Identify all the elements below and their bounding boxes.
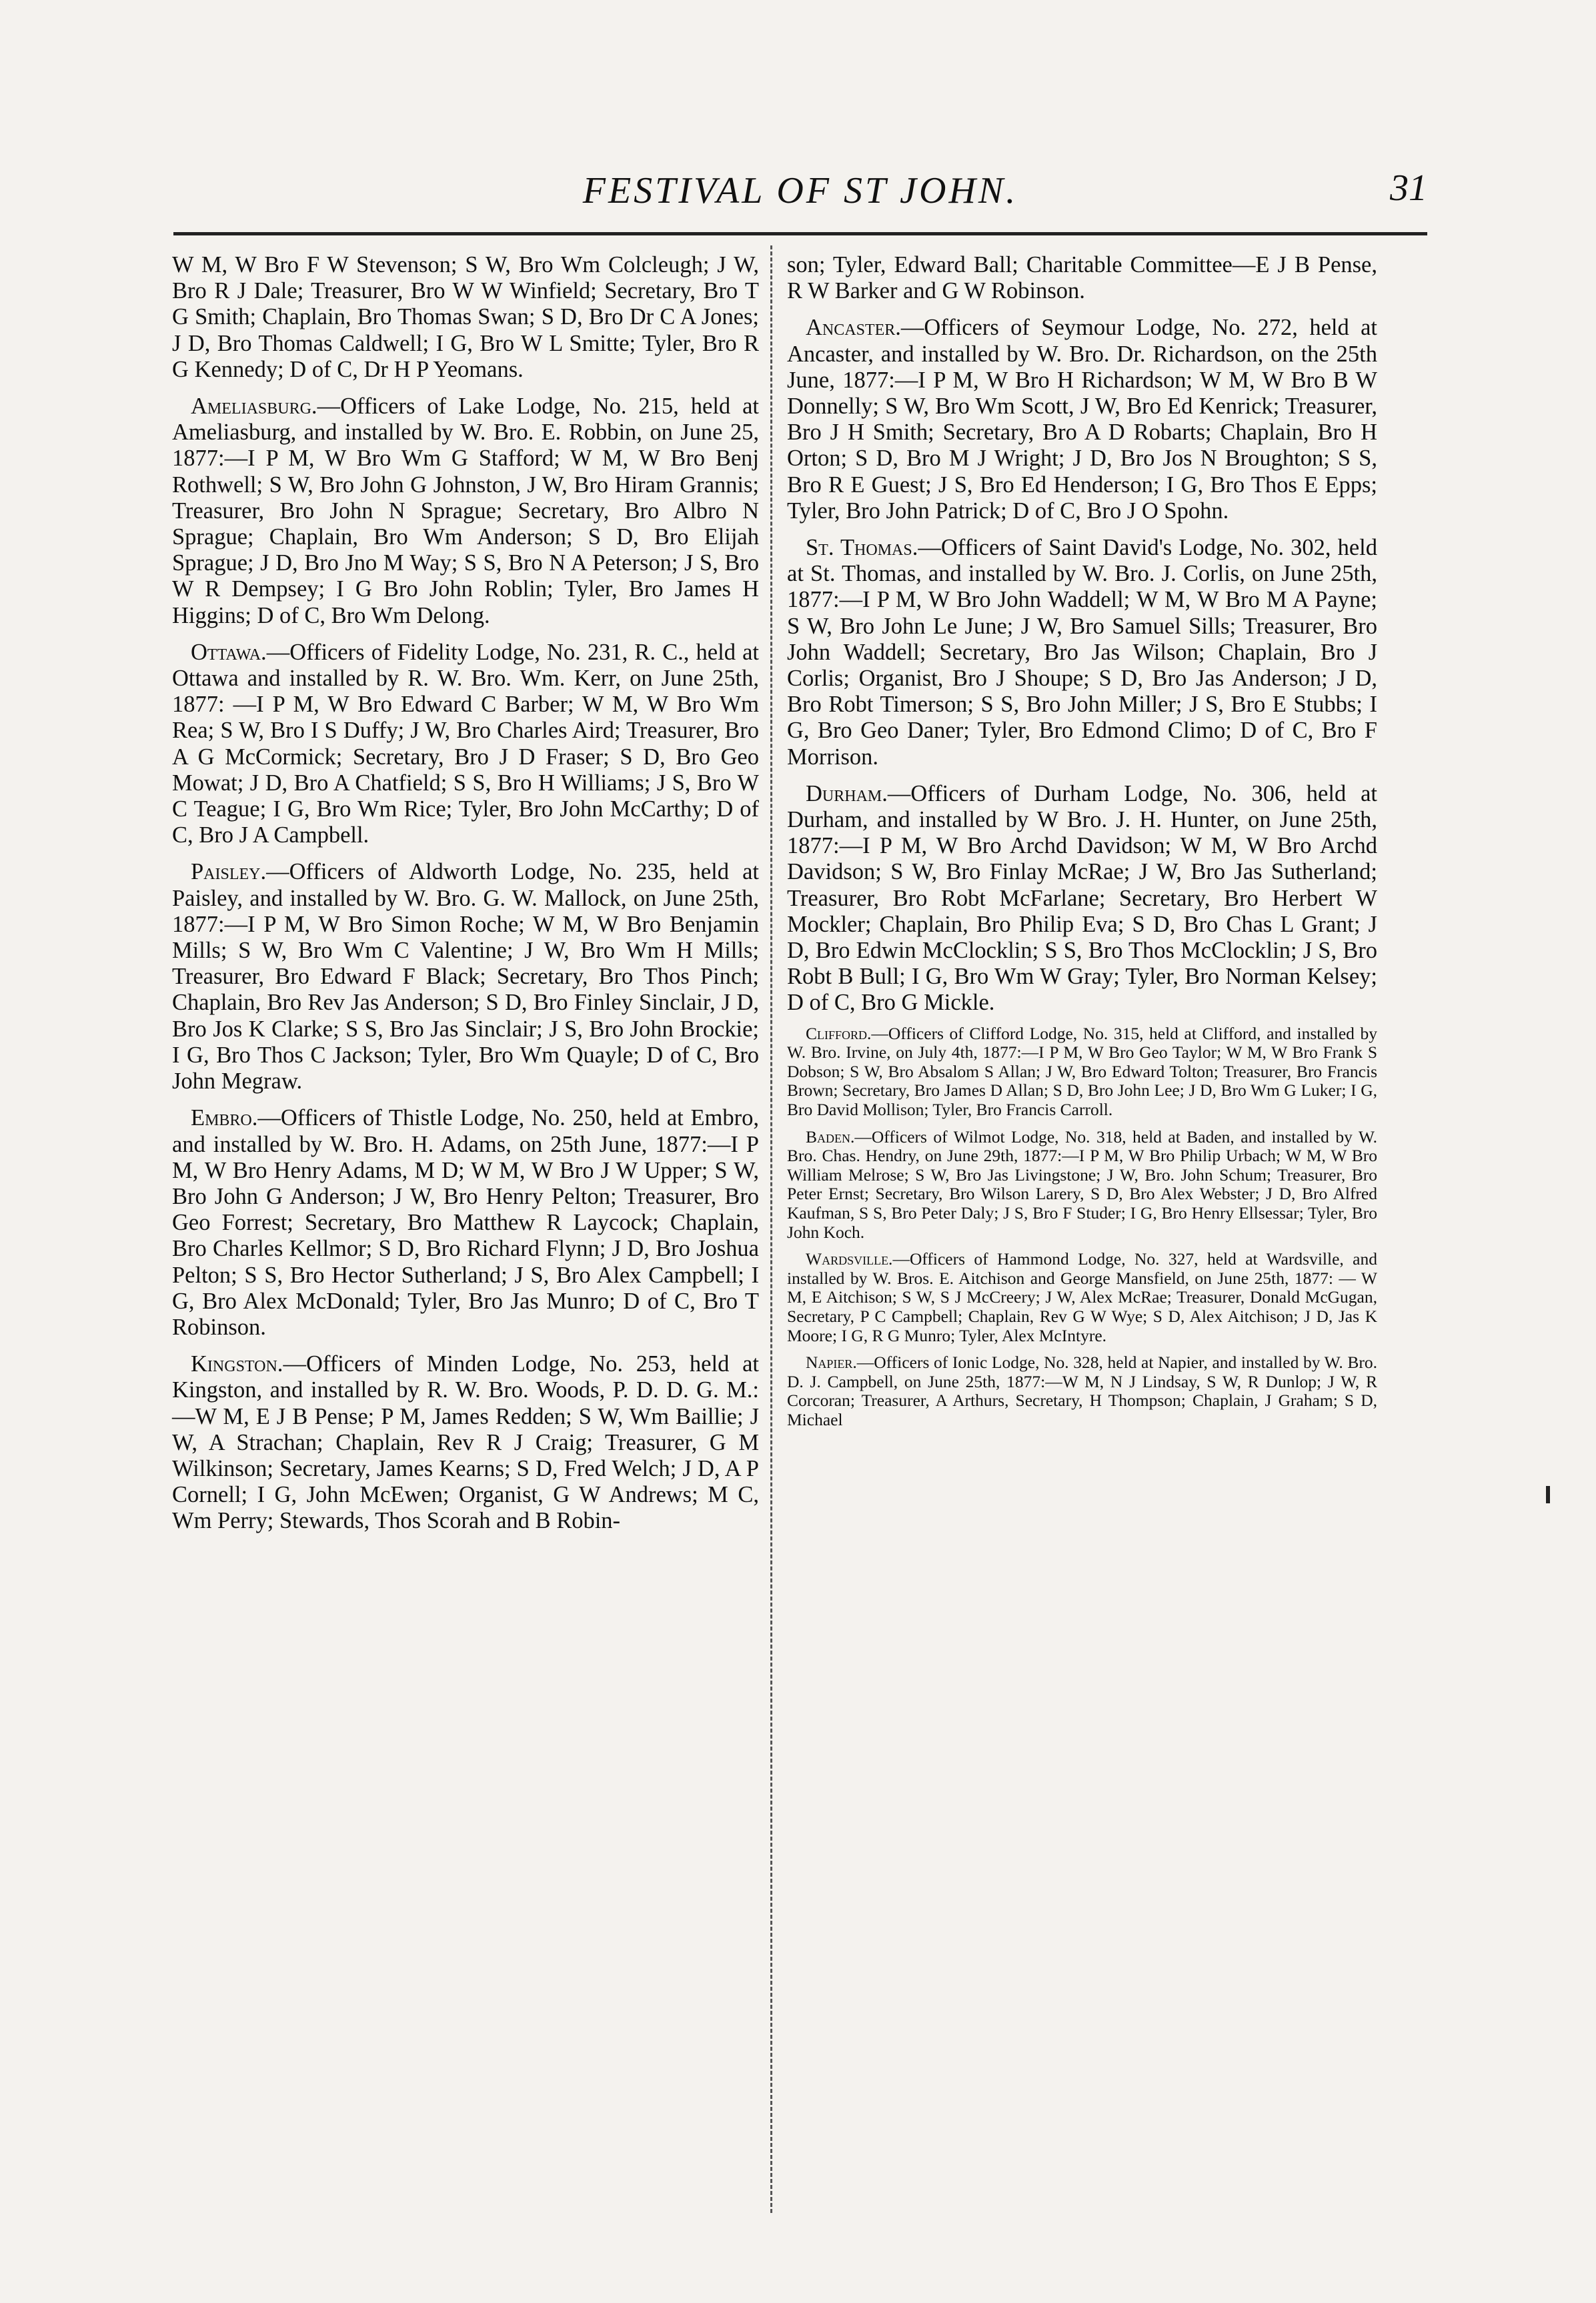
lodge-entry: [172, 252, 759, 383]
entry-text: —Officers of Thistle Lodge, No. 250, held at Embro, and installed by W. Bro. H. Adams, on 25th June, 1877:—I P M, W Bro Henry Adams, M D; W M, W Bro J W Upper; S W, Bro John G Anderson; J W, Bro Henry Pelton; Treasurer, Bro Geo Forrest; Secretary, Bro Matthew R Laycock; Chaplain, Bro Charles Kellmor; S D, Bro Richard Flynn; J D, Bro Joshua Pelton; S S, Bro Hector Sutherland; J S, Bro Alex Campbell; I G, Bro Alex McDonald; Tyler, Bro Jas Munro; D of C, Bro T Robinson.: [172, 1105, 759, 1340]
header-rule: [173, 232, 1427, 235]
lodge-entry: [787, 252, 1377, 304]
lodge-entry-small: [787, 1128, 1377, 1243]
entry-text: —Officers of Lake Lodge, No. 215, held at Ameliasburg, and installed by W. Bro. E. Robbin, on June 25, 1877:—I P M, W Bro Wm G Stafford; W M, W Bro Benj Rothwell; S W, Bro John G Johnston, J W, Bro Hiram Grannis; Treasurer, Bro John N Sprague; Secretary, Bro Albro N Sprague; Chaplain, Bro Wm Anderson; S D, Bro Elijah Sprague; J D, Bro Jno M Way; S S, Bro N A Peterson; J S, Bro W R Dempsey; I G Bro John Roblin; Tyler, Bro James H Higgins; D of C, Bro Wm Delong.: [172, 394, 759, 628]
entry-place: Napier.: [806, 1353, 857, 1373]
entry-text: —Officers of Aldworth Lodge, No. 235, held at Paisley, and installed by W. Bro. G. W. Mallock, on June 25th, 1877:—I P M, W Bro Simon Roche; W M, W Bro Benjamin Mills; S W, Bro Wm C Valentine; J W, Bro Wm H Mills; Treasurer, Bro Edward F Black; Secretary, Bro Thos Pinch; Chaplain, Bro Rev Jas Anderson; S D, Bro Finley Sinclair, J D, Bro Jos K Clarke; S S, Bro Jas Sinclair; J S, Bro John Brockie; I G, Bro Thos C Jackson; Tyler, Bro Wm Quayle; D of C, Bro John Megraw.: [172, 859, 759, 1094]
lodge-entry: [172, 394, 759, 629]
entry-place: St. Thomas.: [806, 535, 918, 561]
margin-mark: [1546, 1486, 1550, 1503]
page-title: FESTIVAL OF ST JOHN.: [582, 170, 1018, 211]
entry-text: —Officers of Clifford Lodge, No. 315, held at Clifford, and installed by W. Bro. Irvine, on July 4th, 1877:—I P M, W Bro Geo Taylor; W M, W Bro Frank S Dobson; S W, Bro Absalom S Allan; J W, Bro Edward Tolton; Treasurer, Bro Francis Brown; Secretary, Bro James D Allan; S D, Bro John Lee; J D, Bro Wm G Luker; I G, Bro David Mollison; Tyler, Bro Francis Carroll.: [787, 1023, 1377, 1120]
entry-text: —Officers of Hammond Lodge, No. 327, held at Wardsville, and installed by W. Bros. E. Aitchison and George Mansfield, on June 25th, 1877: — W M, E Aitchison; S W, S J McCreery; J W, Alex McRae; Treasurer, Donald McGugan, Secretary, P C Campbell; Chaplain, Rev G W Wye; S D, Alex Aitchison; J D, Jas K Moore; I G, R G Munro; Tyler, Alex McIntyre.: [787, 1249, 1377, 1345]
lodge-entry: [787, 781, 1377, 1016]
entry-place: Clifford.: [806, 1023, 872, 1043]
left-column: [172, 252, 759, 1535]
lodge-entry: [787, 315, 1377, 524]
entry-text: —Officers of Wilmot Lodge, No. 318, held at Baden, and installed by W. Bro. Chas. Hendry, on June 29th, 1877:—I P M, W Bro Philip Urbach; W M, W Bro William Melrose; S W, Bro Jas Livingstone; J W, Bro. John Schum; Treasurer, Bro Peter Ernst; Secretary, Bro Wilson Larery, S D, Bro Alex Webster; J D, Bro Alfred Kaufman, S S, Bro Peter Daly; J S, Bro F Studer; I G, Bro Henry Ellsessar; Tyler, Bro John Koch.: [787, 1126, 1377, 1242]
lodge-entry: [172, 1351, 759, 1534]
lodge-entry: [172, 859, 759, 1094]
page-number: 31: [1390, 167, 1427, 209]
entry-text: —Officers of Saint David's Lodge, No. 302, held at St. Thomas, and installed by W. Bro. J. Corlis, on June 25th, 1877:—I P M, W Bro John Waddell; W M, W Bro M A Payne; S W, Bro John Le June; J W, Bro Samuel Sills; Treasurer, Bro John Waddell; Secretary, Bro Jas Wilson; Chaplain, Bro J Corlis; Organist, Bro J Shoupe; S D, Bro Jas Anderson; J D, Bro Robt Timerson; S S, Bro John Miller; J S, Bro E Stubbs; I G, Bro Geo Daner; Tyler, Bro Edmond Climo; D of C, Bro F Morrison.: [787, 535, 1377, 770]
entry-text: —Officers of Durham Lodge, No. 306, held at Durham, and installed by W Bro. J. H. Hunter, on June 25th, 1877:—I P M, W Bro Archd Davidson; W M, W Bro Archd Davidson; S W, Bro Finlay McRae; J W, Bro Jas Sutherland; Treasurer, Bro Robt McFarlane; Secretary, Bro Herbert W Mockler; Chaplain, Bro Philip Eva; S D, Bro Chas L Grant; J D, Bro Edwin McClocklin; S S, Bro Thos McClocklin; J S, Bro Robt B Bull; I G, Bro Wm W Gray; Tyler, Bro Norman Kelsey; D of C, Bro G Mickle.: [787, 780, 1377, 1016]
entry-place: Embro.: [191, 1105, 258, 1131]
right-column: [787, 252, 1377, 1430]
entry-text: —Officers of Minden Lodge, No. 253, held at Kingston, and installed by R. W. Bro. Woods, P. D. D. G. M.:—W M, E J B Pense; P M, James Redden; S W, Wm Baillie; J W, A Strachan; Chaplain, Rev R J Craig; Treasurer, G M Wilkinson; Secretary, James Kearns; S D, Fred Welch; J D, A P Cornell; I G, John McEwen; Organist, G W Andrews; M C, Wm Perry; Stewards, Thos Scorah and B Robin-: [172, 1351, 759, 1534]
entry-place: Ancaster.: [806, 315, 901, 341]
column-divider: [770, 245, 772, 2213]
entry-place: Ottawa.: [191, 639, 267, 665]
entry-text: —Officers of Ionic Lodge, No. 328, held at Napier, and installed by W. Bro. D. J. Campbell, on June 25th, 1877:—W M, N J Lindsay, S W, R Dunlop; J W, R Corcoran; Treasurer, A Arthurs, Secretary, H Thompson; Chaplain, J Graham; S D, Michael: [787, 1353, 1377, 1429]
lodge-entry-small: [787, 1024, 1377, 1120]
lodge-entry: [172, 640, 759, 849]
entry-place: Durham.: [806, 780, 888, 806]
entry-text: W M, W Bro F W Stevenson; S W, Bro Wm Colcleugh; J W, Bro R J Dale; Treasurer, Bro W W Winfield; Secretary, Bro T G Smith; Chaplain, Bro Thomas Swan; S D, Bro Dr C A Jones; J D, Bro Thomas Caldwell; I G, Bro W L Smitte; Tyler, Bro R G Kennedy; D of C, Dr H P Yeomans.: [172, 252, 759, 382]
entry-text: son; Tyler, Edward Ball; Charitable Committee—E J B Pense, R W Barker and G W Robinson.: [787, 252, 1377, 304]
entry-place: Kingston.: [191, 1351, 283, 1377]
page-header: [173, 167, 1427, 227]
entry-text: —Officers of Fidelity Lodge, No. 231, R. C., held at Ottawa and installed by R. W. Bro. Wm. Kerr, on June 25th, 1877: —I P M, W Bro Edward C Barber; W M, W Bro Wm Rea; S W, Bro I S Duffy; J W, Bro Charles Aird; Treasurer, Bro A G McCormick; Secretary, Bro J D Fraser; S D, Bro Geo Mowat; J D, Bro A Chatfield; S S, Bro H Williams; J S, Bro W C Teague; I G, Bro Wm Rice; Tyler, Bro John McCarthy; D of C, Bro J A Campbell.: [172, 639, 759, 848]
entry-place: Paisley.: [191, 859, 267, 885]
lodge-entry-small: [787, 1250, 1377, 1345]
lodge-entry: [172, 1105, 759, 1341]
entry-text: —Officers of Seymour Lodge, No. 272, held at Ancaster, and installed by W. Bro. Dr. Richardson, on the 25th June, 1877:—I P M, W Bro H Richardson; W M, W Bro B W Donnelly; S W, Bro Wm Scott, J W, Bro Ed Kenrick; Treasurer, Bro J H Smith; Secretary, Bro A D Robarts; Chaplain, Bro H Orton; S D, Bro M J Wright; J D, Bro Jos N Broughton; S S, Bro R E Guest; J S, Bro Ed Henderson; I G, Bro Thos E Epps; Tyler, Bro John Patrick; D of C, Bro J O Spohn.: [787, 315, 1377, 524]
entry-place: Ameliasburg.: [191, 394, 317, 420]
lodge-entry-small: [787, 1353, 1377, 1429]
entry-place: Wardsville.: [806, 1249, 893, 1269]
entry-place: Baden.: [806, 1126, 855, 1146]
lodge-entry: [787, 535, 1377, 770]
